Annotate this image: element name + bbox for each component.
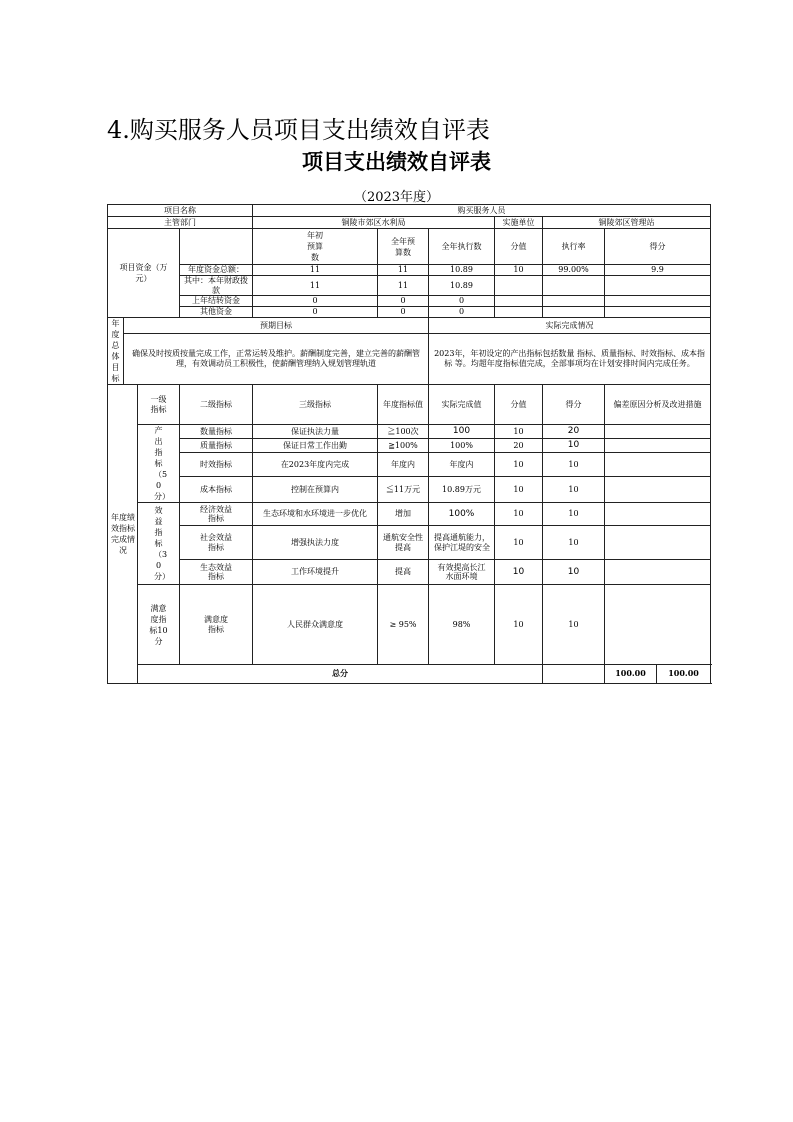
ind-l3: 工作环境提升 [253, 560, 378, 585]
ind-score: 10 [495, 560, 543, 585]
ind-score: 10 [495, 503, 543, 526]
ind-got: 10 [543, 526, 605, 560]
funds-row-label: 其他资金 [180, 307, 253, 318]
ind-l2 [180, 503, 253, 526]
funds-header-blank [180, 229, 253, 265]
ind-l2: 时效指标 [180, 453, 253, 477]
ind-header-l1 [138, 385, 180, 425]
funds-exec: 10.89 [429, 276, 495, 296]
funds-budget: 0 [253, 296, 378, 307]
ind-header-reason: 偏差原因分析及改进措施 [605, 385, 711, 425]
ind-target: 增加 [378, 503, 429, 526]
funds-exec: 10.89 [429, 265, 495, 276]
funds-full: 11 [378, 265, 429, 276]
ind-got: 10 [543, 439, 605, 453]
ind-target: ≧100% [378, 439, 429, 453]
ind-target: ≧100次 [378, 425, 429, 439]
funds-rate [543, 296, 605, 307]
ind-l3: 在2023年度内完成 [253, 453, 378, 477]
ind-l2: 质量指标 [180, 439, 253, 453]
funds-label [108, 229, 180, 318]
total-got: 100.00 [657, 665, 711, 684]
ind-actual: 100% [429, 503, 495, 526]
actual-completion-text: 2023年，年初设定的产出指标包括数量 指标、质量指标、时效指标、成本指标 等。均超年度指标值完成，全部事项均在计划安排时间内完成任务。 [429, 333, 711, 384]
page-title: 项目支出绩效自评表 [302, 150, 491, 174]
benefit-indicator-label [138, 503, 180, 585]
funds-exec: 0 [429, 307, 495, 318]
ind-l3: 保证日常工作出勤 [253, 439, 378, 453]
funds-header-budget [253, 229, 378, 265]
ind-reason [605, 453, 711, 477]
ind-target [378, 526, 429, 560]
ind-header-got: 得分 [543, 385, 605, 425]
ind-header-score: 分值 [495, 385, 543, 425]
ind-l3: 增强执法力度 [253, 526, 378, 560]
satisfaction-indicator-text: 满意度指标10分 [149, 603, 168, 646]
funds-got [605, 296, 711, 307]
ind-l3: 保证执法力量 [253, 425, 378, 439]
indicators-section-text: 年度绩效指标完成情况 [111, 513, 135, 556]
ind-score: 10 [495, 585, 543, 665]
ind-l2: 成本指标 [180, 477, 253, 503]
ind-l3: 生态环境和水环境进一步优化 [253, 503, 378, 526]
funds-rate [543, 276, 605, 296]
funds-header-got: 得分 [605, 229, 711, 265]
ind-l2-text: 社会效益指标 [200, 533, 232, 552]
section-heading: 4.购买服务人员项目支出绩效自评表 [107, 116, 490, 144]
ind-target: 提高 [378, 560, 429, 585]
ind-target: 年度内 [378, 453, 429, 477]
ind-score: 10 [495, 425, 543, 439]
output-indicator-text: 产出指标（50分） [154, 426, 170, 502]
total-score: 100.00 [605, 665, 657, 684]
ind-score: 20 [495, 439, 543, 453]
ind-reason [605, 560, 711, 585]
project-name-label: 项目名称 [108, 205, 253, 217]
actual-completion-label: 实际完成情况 [429, 318, 711, 334]
ind-l2-text: 生态效益指标 [200, 562, 232, 582]
expected-goal-label: 预期目标 [124, 318, 429, 334]
ind-actual: 100% [429, 439, 495, 453]
goal-label-text: 年度总体目标 [111, 319, 120, 384]
funds-row-label: 上年结转资金 [180, 296, 253, 307]
total-label: 总分 [138, 665, 543, 684]
funds-row-label: 年度资金总额： [180, 265, 253, 276]
ind-reason [605, 425, 711, 439]
funds-full: 0 [378, 307, 429, 318]
funds-budget: 11 [253, 265, 378, 276]
expected-goal-text: 确保及时按质按量完成工作，正常运转及维护。薪酬制度完善，建立完善的薪酬管理，有效调动员工积极性，使薪酬管理纳入规划管理轨道 [124, 333, 429, 384]
full-header-text: 全年预算数 [391, 236, 415, 257]
ind-header-l1-text: 一级指标 [150, 395, 167, 414]
ind-header-actual: 实际完成值 [429, 385, 495, 425]
funds-row-label: 其中：本年财政拨款 [180, 276, 253, 296]
funds-header-full [378, 229, 429, 265]
ind-actual: 98% [429, 585, 495, 665]
funds-full: 11 [378, 276, 429, 296]
budget-header-text: 年初预算数 [307, 231, 323, 262]
ind-l3: 控制在预算内 [253, 477, 378, 503]
ind-got: 10 [543, 585, 605, 665]
ind-l2 [180, 560, 253, 585]
funds-score [495, 307, 543, 318]
ind-actual [429, 560, 495, 585]
funds-got: 9.9 [605, 265, 711, 276]
ind-header-l3: 三级指标 [253, 385, 378, 425]
funds-got [605, 307, 711, 318]
ind-got: 10 [543, 560, 605, 585]
performance-table [107, 204, 711, 684]
dept-value: 铜陵市郊区水利局 [253, 217, 495, 229]
funds-header-rate: 执行率 [543, 229, 605, 265]
goal-label [108, 318, 124, 385]
output-indicator-label [138, 425, 180, 503]
ind-target: ≦11万元 [378, 477, 429, 503]
funds-got [605, 276, 711, 296]
ind-l2 [180, 585, 253, 665]
indicators-section-label [108, 385, 138, 684]
ind-l2-text: 满意度指标 [204, 615, 228, 634]
satisfaction-indicator-label [138, 585, 180, 665]
funds-rate: 99.00% [543, 265, 605, 276]
funds-label-text: 项目资金（万元） [119, 263, 168, 284]
project-name: 购买服务人员 [253, 205, 711, 217]
ind-header-l2: 二级指标 [180, 385, 253, 425]
funds-header-exec: 全年执行数 [429, 229, 495, 265]
total-blank [543, 665, 605, 684]
unit-label: 实施单位 [495, 217, 543, 229]
benefit-indicator-text: 效益指标（30分） [154, 506, 170, 582]
ind-l2 [180, 526, 253, 560]
ind-actual [429, 526, 495, 560]
ind-target-text: 通航安全性提高 [383, 533, 423, 552]
ind-l2: 数量指标 [180, 425, 253, 439]
funds-score [495, 296, 543, 307]
ind-actual: 10.89万元 [429, 477, 495, 503]
funds-header-score: 分值 [495, 229, 543, 265]
ind-reason [605, 439, 711, 453]
ind-reason [605, 585, 711, 665]
ind-l2-text: 经济效益指标 [200, 504, 232, 524]
funds-budget: 11 [253, 276, 378, 296]
funds-score: 10 [495, 265, 543, 276]
funds-full: 0 [378, 296, 429, 307]
ind-got: 10 [543, 503, 605, 526]
funds-exec: 0 [429, 296, 495, 307]
dept-label: 主管部门 [108, 217, 253, 229]
funds-score [495, 276, 543, 296]
ind-actual-text: 提高通航能力，保护江堤的安全 [434, 533, 490, 552]
ind-target: ≥ 95% [378, 585, 429, 665]
report-year: （2023年度） [353, 190, 440, 205]
ind-l3: 人民群众满意度 [253, 585, 378, 665]
ind-actual: 年度内 [429, 453, 495, 477]
unit-value: 铜陵郊区管理站 [543, 217, 711, 229]
ind-score: 10 [495, 526, 543, 560]
ind-actual-text: 有效提高长江水面环境 [437, 562, 486, 582]
funds-budget: 0 [253, 307, 378, 318]
ind-score: 10 [495, 453, 543, 477]
ind-got: 10 [543, 453, 605, 477]
ind-score: 10 [495, 477, 543, 503]
funds-rate [543, 307, 605, 318]
ind-header-target: 年度指标值 [378, 385, 429, 425]
ind-actual: 100 [429, 425, 495, 439]
ind-reason [605, 526, 711, 560]
ind-reason [605, 477, 711, 503]
ind-reason [605, 503, 711, 526]
ind-got: 10 [543, 477, 605, 503]
ind-got: 20 [543, 425, 605, 439]
